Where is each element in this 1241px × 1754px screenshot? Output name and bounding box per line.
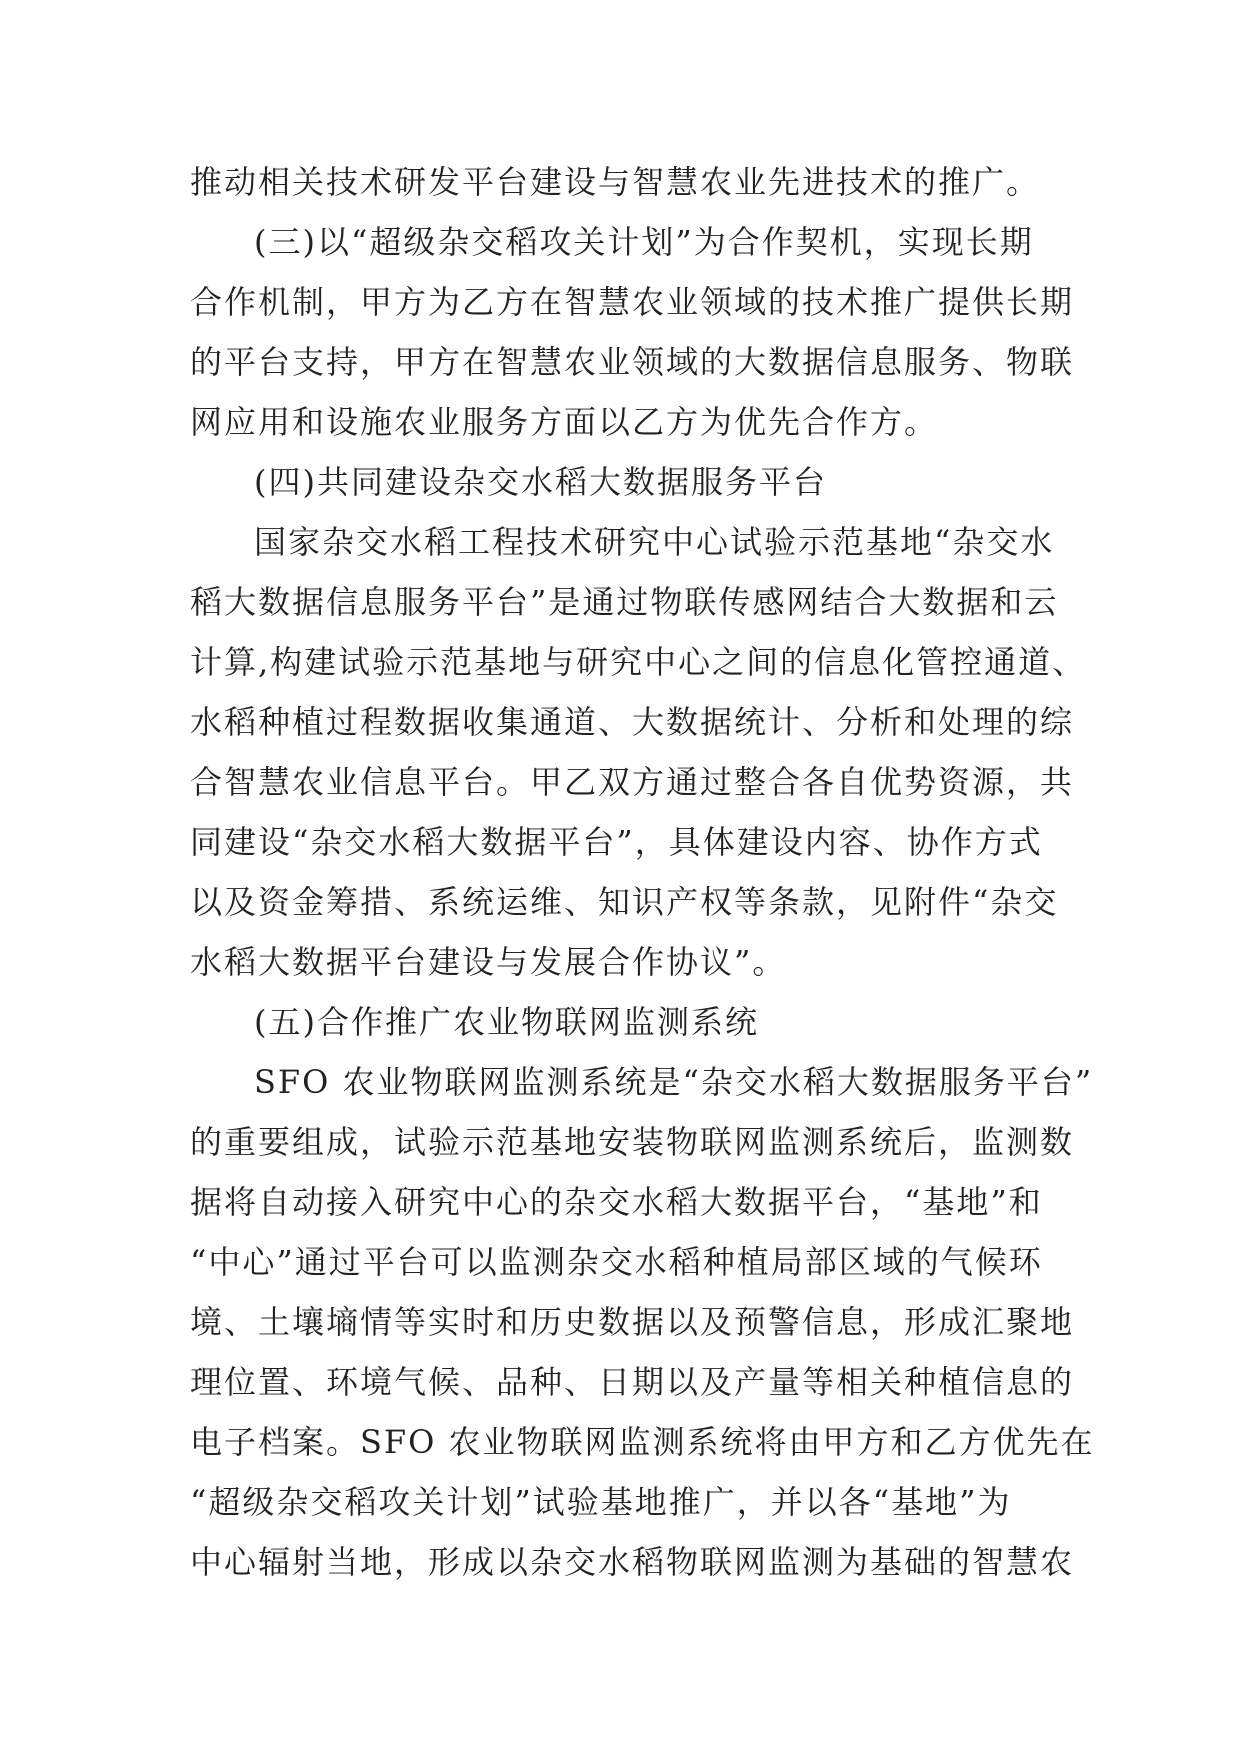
text-line: 以及资金筹措、系统运维、知识产权等条款，见附件“杂交 xyxy=(190,883,1059,921)
text-line: 水稻大数据平台建设与发展合作协议”。 xyxy=(190,943,787,981)
text-line: 中心辐射当地，形成以杂交水稻物联网监测为基础的智慧农 xyxy=(190,1543,1075,1581)
text-line: 推动相关技术研发平台建设与智慧农业先进技术的推广。 xyxy=(190,163,1041,201)
document-body xyxy=(190,152,1095,1592)
text-line: 网应用和设施农业服务方面以乙方为优先合作方。 xyxy=(190,403,939,441)
text-line: (三)以“超级杂交稻攻关计划”为合作契机，实现长期 xyxy=(254,223,1034,261)
text-line: 电子档案。SFO 农业物联网监测系统将由甲方和乙方优先在 xyxy=(190,1423,1095,1461)
text-line: 稻大数据信息服务平台”是通过物联传感网结合大数据和云 xyxy=(190,583,1059,621)
text-line: “超级杂交稻攻关计划”试验基地推广，并以各“基地”为 xyxy=(190,1483,1012,1521)
text-line: “中心”通过平台可以监测杂交水稻种植局部区域的气候环 xyxy=(190,1243,1043,1281)
text-line: 同建设“杂交水稻大数据平台”，具体建设内容、协作方式 xyxy=(190,823,1043,861)
text-line: 的平台支持，甲方在智慧农业领域的大数据信息服务、物联 xyxy=(190,343,1075,381)
text-line: 境、土壤墒情等实时和历史数据以及预警信息，形成汇聚地 xyxy=(190,1303,1075,1341)
text-line: 据将自动接入研究中心的杂交水稻大数据平台，“基地”和 xyxy=(190,1183,1043,1221)
text-line: 理位置、环境气候、品种、日期以及产量等相关种植信息的 xyxy=(190,1363,1075,1401)
text-line: SFO 农业物联网监测系统是“杂交水稻大数据服务平台” xyxy=(254,1063,1094,1101)
text-line: 合智慧农业信息平台。甲乙双方通过整合各自优势资源，共 xyxy=(190,763,1075,801)
text-line: 的重要组成，试验示范基地安装物联网监测系统后，监测数 xyxy=(190,1123,1075,1161)
text-line: (五)合作推广农业物联网监测系统 xyxy=(254,1003,759,1041)
text-line: 水稻种植过程数据收集通道、大数据统计、分析和处理的综 xyxy=(190,703,1075,741)
text-line: 合作机制，甲方为乙方在智慧农业领域的技术推广提供长期 xyxy=(190,283,1075,321)
text-line: 计算,构建试验示范基地与研究中心之间的信息化管控通道、 xyxy=(190,643,1087,681)
text-line: (四)共同建设杂交水稻大数据服务平台 xyxy=(254,463,827,501)
text-line: 国家杂交水稻工程技术研究中心试验示范基地“杂交水 xyxy=(254,523,1055,561)
